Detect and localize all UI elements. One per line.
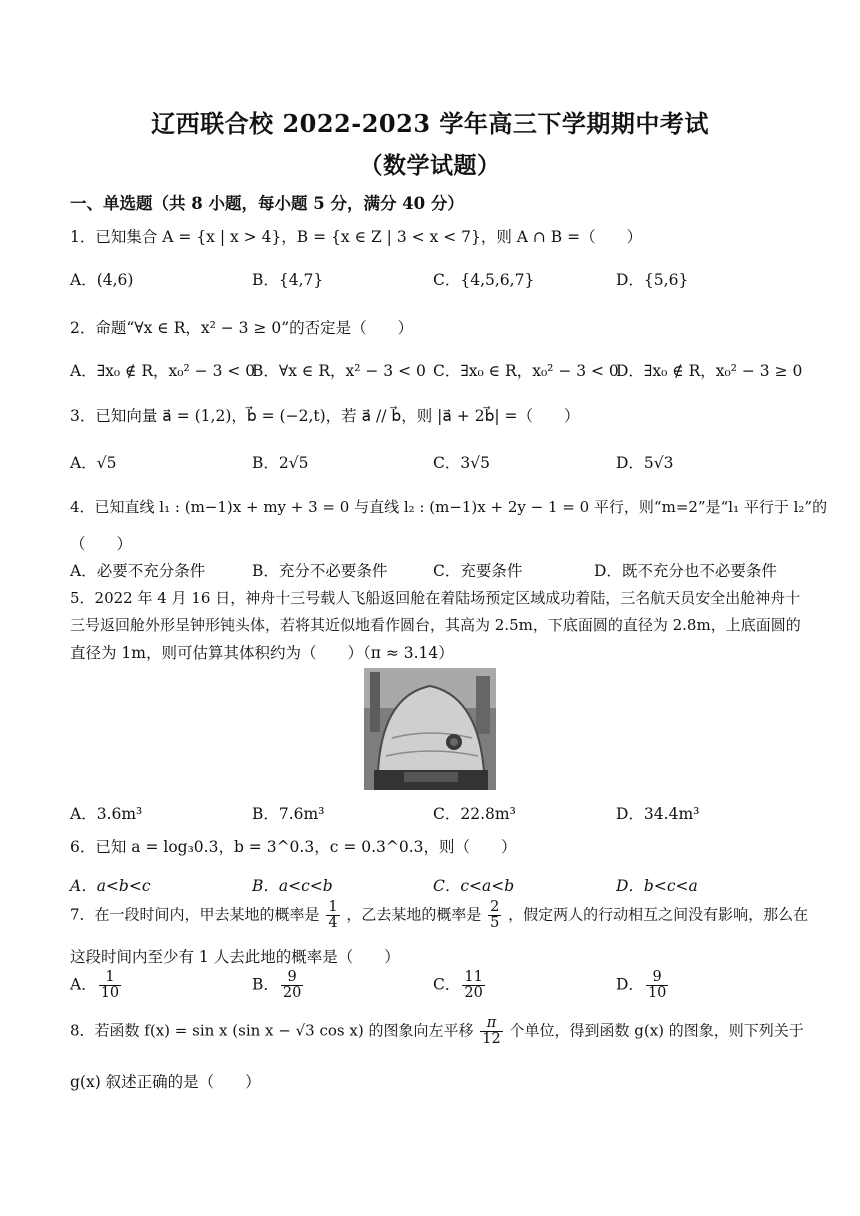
q7-option-c [433,970,487,1001]
q7-option-a-den: 10 [100,985,120,1002]
q8-text-b: 个单位，得到函数 g(x) 的图象，则下列关于 [509,1021,804,1040]
q7-option-a-frac [99,970,121,1001]
q8-text-a: 8．若函数 f(x) = sin x (sin x − √3 cos x) 的图象向左平移 [70,1021,474,1040]
q2-option-b: B．∀x ∈ R，x² − 3 < 0 [252,362,426,380]
q4-option-d: D．既不充分也不必要条件 [594,562,777,580]
capsule-photo [364,668,496,790]
q5-stem-line3: 直径为 1m，则可估算其体积约为（ ）（π ≈ 3.14） [70,644,454,662]
q3-option-b: B．2√5 [252,454,309,472]
q4-stem-cont: （ ） [70,535,133,553]
q7-fraction-2-den: 5 [490,915,500,932]
q7-fraction-1-den: 4 [328,915,338,932]
q7-option-c-frac [462,970,484,1001]
q7-option-c-num: 11 [464,969,483,985]
q4-option-b: B．充分不必要条件 [252,562,388,580]
q7-stem-line2: 这段时间内至少有 1 人去此地的概率是（ ） [70,948,400,966]
q7-option-b-frac [281,970,303,1001]
exam-title: 辽西联合校 2022-2023 学年高三下学期期中考试 [151,109,709,138]
q6-stem: 6．已知 a = log₃0.3，b = 3^0.3，c = 0.3^0.3，则（ ） [70,838,517,856]
q2-stem: 2．命题“∀x ∈ R，x² − 3 ≥ 0”的否定是（ ） [70,319,414,337]
q1-option-a: A．(4,6) [70,271,134,289]
q2-option-c: C．∃x₀ ∈ R，x₀² − 3 < 0 [433,362,619,380]
q6-option-a: A．a<b<c [70,877,151,895]
q1-stem: 1．已知集合 A = {x | x > 4}，B = {x ∈ Z | 3 < x < 7}，则 A ∩ B =（ ） [70,228,643,246]
q7-option-a [70,970,123,1001]
q7-option-a-label: A． [70,975,97,994]
q4-option-a: A．必要不充分条件 [70,562,206,580]
q3-option-a: A．√5 [70,454,117,472]
q6-option-d: D．b<c<a [616,877,698,895]
q7-option-c-label: C． [433,975,461,994]
q2-option-a: A．∃x₀ ∉ R，x₀² − 3 < 0 [70,362,256,380]
q2-option-d: D．∃x₀ ∉ R，x₀² − 3 ≥ 0 [616,362,803,380]
exam-subtitle: （数学试题） [359,152,501,179]
q7-option-c-den: 20 [464,985,483,1002]
q7-option-b-label: B． [252,975,279,994]
q7-option-b-num: 9 [281,970,303,986]
q7-fraction-2 [488,900,501,931]
q5-option-b: B．7.6m³ [252,805,325,823]
q7-option-d-label: D． [616,975,644,994]
q3-stem: 3．已知向量 a⃗ = (1,2)，b⃗ = (−2,t)，若 a⃗ // b⃗，则 |a⃗ + 2b⃗| =（ ） [70,407,580,425]
q8-fraction [480,1016,502,1047]
q7-option-d-num: 9 [646,970,668,986]
q7-fraction-2-num: 2 [490,899,500,915]
q7-text-b: ，乙去某地的概率是 [346,905,482,924]
q7-text-a: 7．在一段时间内，甲去某地的概率是 [70,905,320,924]
q4-stem: 4．已知直线 l₁ : (m−1)x + my + 3 = 0 与直线 l₂ : (m−1)x + 2y − 1 = 0 平行，则“m=2”是“l₁ 平行于 l₂”的 [70,498,828,516]
q6-option-c: C．c<a<b [433,877,515,895]
q3-option-c: C．3√5 [433,454,490,472]
q7-stem-line1 [70,900,808,931]
q7-fraction-1-num: 1 [328,899,338,915]
q8-stem-line1 [70,1016,804,1047]
q7-option-d [616,970,670,1001]
q7-option-d-frac [646,970,668,1001]
q7-option-b-den: 20 [282,985,302,1002]
q5-stem-line1: 5．2022 年 4 月 16 日，神舟十三号载人飞船返回舱在着陆场预定区域成功着陆，三名航天员安全出舱神舟十 [70,589,801,607]
q8-fraction-den: 12 [482,1031,501,1048]
q1-option-c: C．{4,5,6,7} [433,271,535,289]
q7-text-c: ，假定两人的行动相互之间没有影响，那么在 [508,905,809,924]
q8-stem-line2: g(x) 叙述正确的是（ ） [70,1073,261,1091]
q5-option-d: D．34.4m³ [616,805,700,823]
q8-fraction-num: π [480,1016,502,1032]
q5-option-a: A．3.6m³ [70,805,143,823]
q5-option-c: C．22.8m³ [433,805,516,823]
q5-stem-line2: 三号返回舱外形呈钟形钝头体，若将其近似地看作圆台，其高为 2.5m，下底面圆的直径为 2.8m，上底面圆的 [70,616,801,634]
q4-option-c: C．充要条件 [433,562,523,580]
q1-option-d: D．{5,6} [616,271,689,289]
q3-option-d: D．5√3 [616,454,674,472]
q1-option-b: B．{4,7} [252,271,324,289]
section-heading: 一、单选题（共 8 小题，每小题 5 分，满分 40 分） [70,194,464,213]
q7-option-b [252,970,305,1001]
q7-option-a-num: 1 [99,970,121,986]
q7-option-d-den: 10 [647,985,667,1002]
q7-fraction-1 [326,900,339,931]
q6-option-b: B．a<c<b [252,877,333,895]
